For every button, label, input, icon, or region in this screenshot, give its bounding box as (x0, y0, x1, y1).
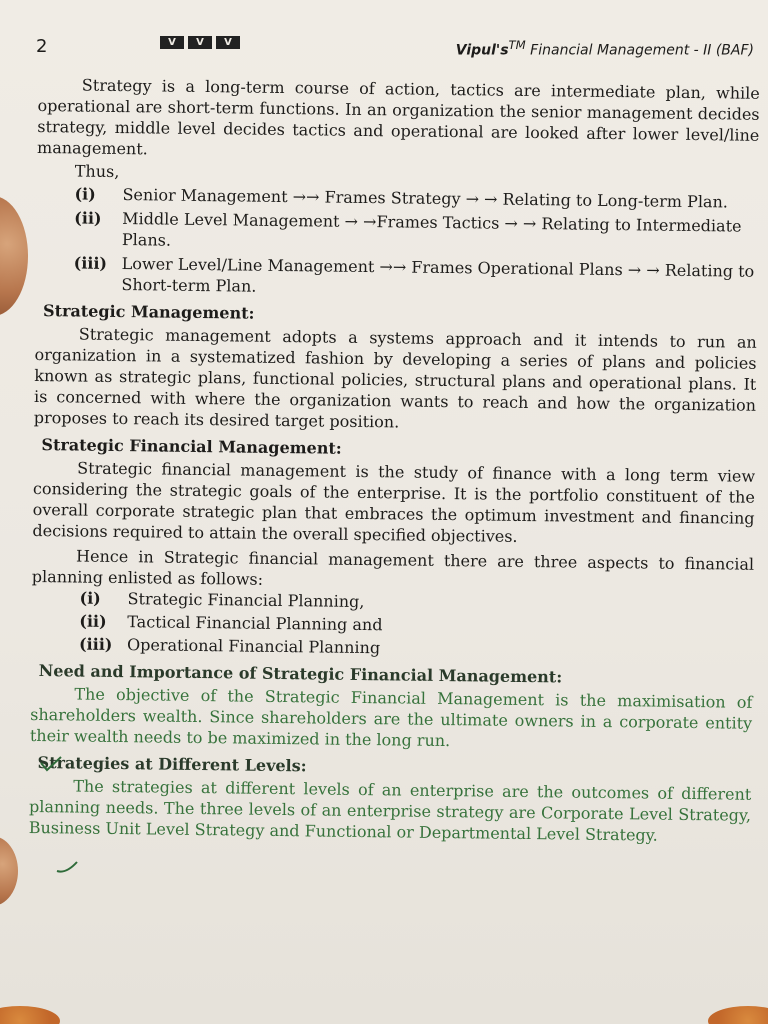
publisher-logo (160, 36, 240, 49)
management-level-list (35, 183, 758, 303)
list-marker: (iii) (78, 634, 113, 654)
list-item-text: Tactical Financial Planning and (127, 612, 383, 635)
list-item (74, 207, 758, 257)
logo-mark: V (160, 36, 184, 49)
page-corner-left (0, 1006, 60, 1024)
page-header (36, 32, 754, 60)
running-title-brand: Vipul's (455, 42, 509, 59)
heading-strategic-financial-management: Strategic Financial Management: (41, 435, 342, 458)
strategic-management-paragraph: Strategic management adopts a systems approach and it intends to run an organization in a systematized fashion by developing a series of plans and policies known as strategic plans, functional policies, structural plans and operational plans. It is concerned with where the organization wants to reach and how the organization proposes to reach its desired target position. (33, 324, 757, 432)
page-body (29, 74, 760, 847)
aspects-intro-paragraph: Hence in Strategic financial management there are three aspects to financial planning enlisted as follows: (31, 546, 755, 589)
intro-paragraph: Strategy is a long-term course of action, tactics are intermediate plan, while operational are short-term functions. In an organization the senior management decides strategy, middle level decides tactics and operational are looked after lower level/line management. (36, 75, 760, 159)
thumb-top (0, 196, 28, 316)
page-corner-right (708, 1006, 768, 1024)
list-item-text: Operational Financial Planning (126, 635, 381, 658)
heading-need-importance: Need and Importance of Strategic Financial Management: (38, 661, 563, 687)
thus-label: Thus, (74, 161, 120, 182)
list-item-text: Middle Level Management → →Frames Tactics → → Relating to Intermediate Plans. (121, 209, 742, 250)
aspects-list (31, 587, 754, 663)
pen-check-mark-icon (40, 756, 62, 772)
page-number: 2 (36, 36, 48, 57)
need-importance-paragraph: The objective of the Strategic Financial Management is the maximisation of shareholders wealth. Since shareholders are the ultimate owners in a corporate entity their wealth needs to be maximized in the long run. (29, 684, 753, 751)
heading-strategic-management: Strategic Management: (42, 301, 255, 323)
running-title (456, 38, 754, 59)
list-item-text: Strategic Financial Planning, (127, 589, 365, 612)
strategies-levels-paragraph: The strategies at different levels of an enterprise are the outcomes of different planning needs. The three levels of an enterprise strategy are Corporate Level Strategy, Business Unit Level Strategy and Functional or Departmental Level Strategy. (28, 776, 752, 845)
trademark-mark: TM (508, 38, 526, 52)
list-item (73, 252, 757, 302)
thumb-bottom (0, 836, 18, 906)
heading-strategies-levels: Strategies at Different Levels: (37, 753, 307, 776)
strategic-financial-management-paragraph: Strategic financial management is the study of finance with a long term view considering the strategic goals of the enterprise. It is the portfolio constituent of the overall corporate strategic plan that embraces the optimum investment and financing decisions required to attain the overall specified objectives. (32, 458, 756, 546)
list-item-text: Lower Level/Line Management →→ Frames Operational Plans → → Relating to Short-term Plan. (121, 254, 755, 296)
list-marker: (iii) (73, 253, 108, 273)
list-marker: (ii) (79, 611, 107, 631)
pen-check-mark-icon (56, 860, 78, 876)
list-marker: (ii) (74, 208, 102, 228)
list-marker: (i) (79, 588, 101, 608)
list-item-text: Senior Management →→ Frames Strategy → → Relating to Long-term Plan. (122, 185, 729, 212)
running-title-text: Financial Management - II (BAF) (525, 42, 754, 59)
logo-mark: V (216, 36, 240, 49)
logo-mark: V (188, 36, 212, 49)
list-marker: (i) (74, 184, 96, 204)
